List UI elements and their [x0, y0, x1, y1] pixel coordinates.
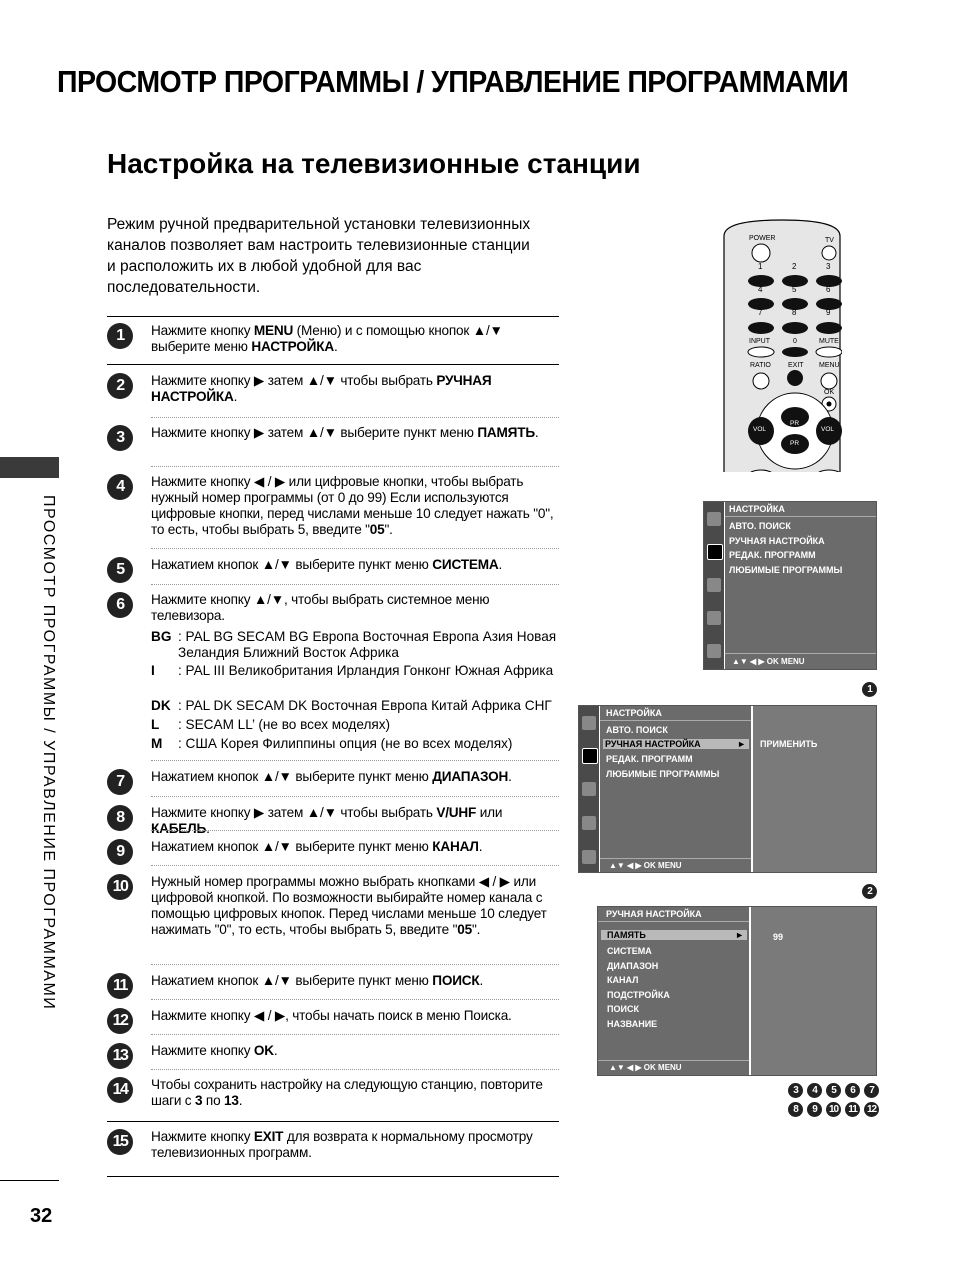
step-divider	[151, 548, 559, 549]
osd-item-auto-search[interactable]: АВТО. ПОИСК	[606, 725, 668, 735]
osd-setup-menu-submenu	[578, 705, 877, 873]
step-ref-badge: 6	[845, 1083, 860, 1098]
sound-icon	[582, 782, 596, 796]
page-number: 32	[30, 1205, 53, 1227]
side-tab-marker	[0, 457, 59, 478]
osd-item-favorites[interactable]: ЛЮБИМЫЕ ПРОГРАММЫ	[606, 769, 720, 779]
step-divider	[151, 466, 559, 467]
tv-system-code: L	[151, 717, 160, 732]
sound-icon	[707, 578, 721, 592]
step-ref-badge: 8	[788, 1102, 803, 1117]
section-title: Настройка на телевизионные станции	[107, 148, 641, 179]
osd-footer-nav: ▲▼ ◀ ▶ OK MENU	[609, 1063, 682, 1072]
tv-system-description: : PAL BG SECAM BG Европа Восточная Европа Азия Новая Зеландия Ближний Восток Африка	[178, 629, 557, 660]
step-number-badge: 12	[107, 1008, 133, 1034]
digit-9-button[interactable]	[816, 322, 842, 334]
step-number-badge: 10	[107, 874, 133, 900]
remote-digit-label: 3	[826, 262, 831, 271]
digit-7-button[interactable]	[748, 322, 774, 334]
step-ref-badge: 4	[807, 1083, 822, 1098]
step-divider	[151, 999, 559, 1000]
osd-footer-nav: ▲▼ ◀ ▶ OK MENU	[732, 657, 805, 666]
osd-item-memory-selected[interactable]	[601, 930, 747, 940]
option-icon	[582, 850, 596, 864]
osd-item-search[interactable]: ПОИСК	[607, 1004, 639, 1014]
step-divider	[107, 364, 559, 365]
step-text: Нажмите кнопку ◀ / ▶, чтобы начать поиск в меню Поиска.	[151, 1008, 512, 1023]
tv-system-description: : PAL III Великобритания Ирландия Гонконг Южная Африка	[178, 663, 554, 678]
step-text: Чтобы сохранить настройку на следующую станцию, повторите шаги с 3 по 13.	[151, 1077, 543, 1108]
step-number-badge: 11	[107, 973, 133, 999]
step-text: Нажатием кнопок ▲/▼ выберите пункт меню СИСТЕМА.	[151, 557, 503, 572]
osd2-step-badge: 1	[862, 682, 877, 697]
picture-icon	[707, 544, 723, 560]
step-text: Нажатием кнопок ▲/▼ выберите пункт меню ДИАПАЗОН.	[151, 769, 512, 784]
remote-digit-label: 9	[826, 308, 831, 317]
remote-power-label: POWER	[749, 235, 776, 242]
antenna-icon	[707, 512, 721, 526]
osd-item-manual-tuning-selected[interactable]	[603, 739, 749, 749]
remote-vol-left-label: VOL	[753, 426, 767, 433]
osd-setup-menu	[703, 501, 877, 670]
footer-rule	[0, 1180, 59, 1181]
remote-ok-label: OK	[824, 389, 835, 396]
option-icon	[707, 644, 721, 658]
step-divider	[151, 1069, 559, 1070]
osd-header: НАСТРОЙКА	[729, 504, 785, 514]
step-divider	[151, 964, 559, 965]
remote-ratio-label: RATIO	[750, 362, 771, 369]
step-number-badge: 1	[107, 323, 133, 349]
step-number-badge: 14	[107, 1077, 133, 1103]
step-number-badge: 13	[107, 1043, 133, 1069]
step-ref-badge: 12	[864, 1102, 879, 1117]
tv-system-description: : SECAM LL’ (не во всех моделях)	[178, 717, 391, 732]
step-text: Нажатием кнопок ▲/▼ выберите пункт меню ПОИСК.	[151, 973, 484, 988]
step-ref-badge: 5	[826, 1083, 841, 1098]
remote-control-illustration	[722, 218, 842, 472]
step-text: Нажмите кнопку ▶ затем ▲/▼ чтобы выбрать V/UHF или КАБЕЛЬ.	[151, 805, 503, 836]
remote-digit-label: 1	[758, 262, 763, 271]
submenu-arrow-icon: ►	[737, 739, 746, 749]
page-title: ПРОСМОТР ПРОГРАММЫ / УПРАВЛЕНИЕ ПРОГРАММАМИ	[57, 64, 849, 99]
tv-button	[822, 246, 836, 260]
remote-zero-label: 0	[793, 338, 797, 345]
step-number-badge: 4	[107, 474, 133, 500]
remote-digit-label: 5	[792, 285, 797, 294]
step-number-badge: 3	[107, 425, 133, 451]
remote-input-label: INPUT	[749, 338, 770, 345]
power-button	[752, 244, 770, 262]
step-text: Нажмите кнопку EXIT для возврата к нормальному просмотру телевизионных программ.	[151, 1129, 533, 1160]
osd-item-manual-tuning[interactable]: РУЧНАЯ НАСТРОЙКА	[729, 536, 825, 546]
step-number-badge: 2	[107, 373, 133, 399]
osd-item-label: РУЧНАЯ НАСТРОЙКА	[605, 739, 701, 749]
step-ref-badge: 3	[788, 1083, 803, 1098]
tv-system-code: BG	[151, 629, 172, 644]
steps-list	[107, 316, 559, 1160]
step-text: Нажмите кнопку OK.	[151, 1043, 278, 1058]
step-ref-badge: 7	[864, 1083, 879, 1098]
osd-memory-value[interactable]: 99	[773, 932, 784, 942]
remote-menu-label: MENU	[819, 362, 840, 369]
side-section-label: ПРОСМОТР ПРОГРАММЫ / УПРАВЛЕНИЕ ПРОГРАММАМИ	[40, 495, 57, 1011]
osd-footer-nav: ▲▼ ◀ ▶ OK MENU	[609, 861, 682, 870]
step-divider	[151, 796, 559, 797]
step-divider	[151, 865, 559, 866]
osd-item-label: ПАМЯТЬ	[607, 930, 646, 940]
osd-apply-option[interactable]: ПРИМЕНИТЬ	[760, 739, 818, 749]
remote-digit-label: 7	[758, 308, 763, 317]
clock-icon	[582, 816, 596, 830]
osd-header: РУЧНАЯ НАСТРОЙКА	[606, 909, 702, 919]
step-text: Нажмите кнопку ▶ затем ▲/▼ чтобы выбрать РУЧНАЯ НАСТРОЙКА.	[151, 373, 492, 404]
step-text: Нажатием кнопок ▲/▼ выберите пункт меню КАНАЛ.	[151, 839, 483, 854]
osd-manual-tuning-menu	[597, 906, 877, 1076]
remote-digit-label: 2	[792, 262, 797, 271]
remote-vol-right-label: VOL	[821, 426, 835, 433]
step-divider	[107, 1176, 559, 1177]
step-ref-badge: 10	[826, 1102, 841, 1117]
step-text: Нажмите кнопку ▶ затем ▲/▼ выберите пункт меню ПАМЯТЬ.	[151, 425, 539, 440]
menu-button	[821, 373, 837, 389]
step-divider	[151, 1034, 559, 1035]
osd-item-auto-search[interactable]: АВТО. ПОИСК	[729, 521, 791, 531]
tv-system-description: : PAL DK SECAM DK Восточная Европа Китай Африка СНГ	[178, 698, 552, 713]
digit-8-button[interactable]	[782, 322, 808, 334]
remote-digit-label: 4	[758, 285, 763, 294]
remote-digit-label: 8	[792, 308, 797, 317]
osd-item-program-edit[interactable]: РЕДАК. ПРОГРАММ	[729, 550, 816, 560]
step-divider	[151, 760, 559, 761]
step-divider	[151, 584, 559, 585]
osd-item-fine-tune[interactable]: ПОДСТРОЙКА	[607, 990, 670, 1000]
osd-item-favorites[interactable]: ЛЮБИМЫЕ ПРОГРАММЫ	[729, 565, 843, 575]
remote-exit-label: EXIT	[788, 362, 804, 369]
step-text: Нажмите кнопку ▲/▼, чтобы выбрать системное меню телевизора.	[151, 592, 490, 623]
osd-item-system[interactable]: СИСТЕМА	[607, 946, 652, 956]
clock-icon	[707, 611, 721, 625]
tv-system-description: : США Корея Филиппины опция (не во всех моделях)	[178, 736, 513, 751]
step-divider	[151, 417, 559, 418]
step-number-badge: 6	[107, 592, 133, 618]
submenu-arrow-icon: ►	[735, 930, 744, 940]
step-number-badge: 8	[107, 805, 133, 831]
step-number-badge: 5	[107, 557, 133, 583]
tv-system-code: M	[151, 736, 163, 751]
step-number-badge: 15	[107, 1129, 133, 1155]
step-number-badge: 7	[107, 769, 133, 795]
remote-pr-down-label: PR	[790, 440, 800, 447]
remote-tv-label: TV	[825, 237, 834, 244]
tv-system-code: I	[151, 663, 155, 678]
step-divider	[151, 830, 559, 831]
remote-mute-label: MUTE	[819, 338, 839, 345]
osd-item-name[interactable]: НАЗВАНИЕ	[607, 1019, 658, 1029]
step-divider	[107, 1121, 559, 1122]
step-text: Нажмите кнопку ◀ / ▶ или цифровые кнопки, чтобы выбрать нужный номер программы (от 0 до 99) Если используются цифровые кнопки, перед числами меньше 10 следует нажать "0", то есть, чтобы выбрать 5, введите "05".	[151, 474, 554, 537]
intro-paragraph: Режим ручной предварительной установки телевизионных каналов позволяет вам настроить телевизионные станции и расположить их в любой удобной для вас последовательности.	[107, 216, 531, 296]
osd3-step-badge: 2	[862, 884, 877, 899]
step-ref-badge: 11	[845, 1102, 860, 1117]
osd-header: НАСТРОЙКА	[606, 708, 662, 718]
step-text: Нажмите кнопку MENU (Меню) и с помощью кнопок ▲/▼ выберите меню НАСТРОЙКА.	[151, 323, 503, 354]
exit-button	[787, 370, 803, 386]
picture-icon	[582, 748, 598, 764]
remote-pr-up-label: PR	[790, 420, 800, 427]
osd-item-channel[interactable]: КАНАЛ	[607, 975, 639, 985]
osd-item-program-edit[interactable]: РЕДАК. ПРОГРАММ	[606, 754, 693, 764]
step-number-badge: 9	[107, 839, 133, 865]
step-ref-badge: 9	[807, 1102, 822, 1117]
ratio-button	[753, 373, 769, 389]
osd-item-band[interactable]: ДИАПАЗОН	[607, 961, 659, 971]
remote-digit-label: 6	[826, 285, 831, 294]
step-text: Нужный номер программы можно выбрать кнопками ◀ / ▶ или цифровой кнопкой. По возможности выбирайте номер канала с помощью цифровых кнопок. Перед числами меньше 10 следует нажимать "0", то есть, чтобы выбрать 5, введите "05".	[151, 874, 547, 937]
tv-system-code: DK	[151, 698, 171, 713]
antenna-icon	[582, 716, 596, 730]
